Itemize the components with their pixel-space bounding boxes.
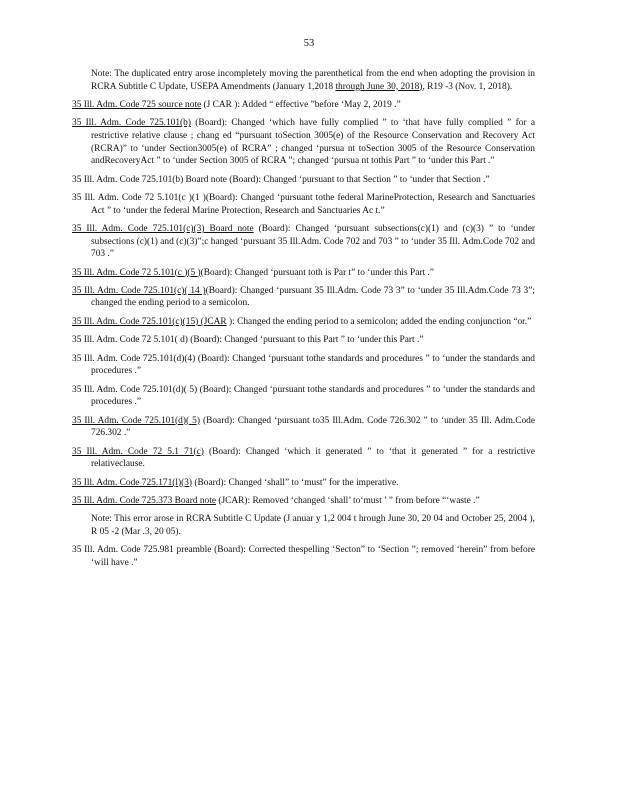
amendment-entry	[72, 223, 535, 261]
entry-text: , R19 -3 (Nov. 1, 2018).	[422, 81, 513, 92]
amendment-entry	[72, 353, 535, 378]
entry-text: Note: This error arose in RCRA Subtitle C Update (J anuar y 1,2 004 t hrough June 30, 20 04 and October 25, 2004 ), R 05 -2 (Mar .3, 20 05).	[91, 514, 535, 537]
amendment-entry	[72, 384, 535, 409]
entry-text: (Board): Changed ‘shall” to ‘must” for the imperative.	[192, 477, 399, 488]
citation-underlined: 35 Ill. Adm. Code 725.101(b)	[72, 118, 191, 129]
body-text	[72, 68, 535, 575]
amendment-entry	[72, 334, 535, 347]
citation-underlined: 35 Ill. Adm. Code 725.101(c)(3) Board note	[72, 223, 254, 234]
entry-text: 35 Ill. Adm. Code 72 5.101( d) (Board): Changed ‘pursuant to this Part ” to ‘under this Part .”	[72, 335, 424, 346]
amendment-entry	[72, 495, 535, 508]
entry-text: Note: The duplicated entry arose incompletely moving the parenthetical from the end when adopting the provision in RCRA Subtitle C Update, USEPA Amendments (January 1,2018	[91, 69, 535, 92]
amendment-entry	[72, 285, 535, 310]
entry-text: (Board): Changed ‘pursuant to35 Ill.Adm. Code 726.302 ” to ‘under 35 Ill. Adm.Code 726.302 .”	[91, 415, 535, 439]
amendment-entry	[72, 477, 535, 490]
citation-underlined: 35 Ill. Adm. Code 725.171(l)(3)	[72, 477, 193, 488]
entry-text: (Board): Changed ‘pursuant 35 Ill.Adm. Code 73 3” to ‘under 35 Ill.Adm.Code 73 3”; changed the ending period to a semicolon.	[91, 285, 535, 309]
amendment-entry	[72, 99, 535, 112]
citation-underlined: 35 Ill. Adm. Code 725.373 Board note	[72, 495, 216, 506]
amendment-entry	[72, 117, 535, 167]
amendment-entry	[72, 267, 535, 280]
amendment-entry	[72, 446, 535, 471]
entry-text: (Board): Changed ‘which it generated ” to ‘that it generated ” for a restrictive relativeclause.	[91, 446, 535, 470]
entry-text: (JCAR): Removed ‘changed ‘shall’ to‘must ’ ” from before “‘waste .”	[216, 495, 480, 506]
entry-text: 35 Ill. Adm. Code 725.101(d)(4) (Board): Changed ‘pursuant tothe standards and procedures ” to ‘under the standards and procedures .”	[72, 353, 535, 377]
citation-underlined: 35 Ill. Adm. Code 72 5.101(c )(5 )	[72, 267, 201, 278]
citation-underlined: through June 30, 2018)	[335, 81, 423, 92]
note-paragraph	[91, 513, 535, 538]
entry-text: 35 Ill. Adm. Code 725.981 preamble (Board): Corrected thespelling ‘Secton” to ‘Section ”; removed ‘herein” from before ‘will have .”	[72, 545, 535, 568]
citation-underlined: 35 Ill. Adm. Code 725.101(d)( 5)	[72, 415, 200, 426]
amendment-entry	[72, 544, 535, 569]
entry-text: (J CAR ): Added “ effective ”before ‘May 2, 2019 .”	[201, 99, 401, 110]
amendment-entry	[72, 174, 535, 187]
amendment-entry	[72, 192, 535, 217]
entry-text: 35 Ill. Adm. Code 725.101(b) Board note (Board): Changed ‘pursuant to that Section ” to ‘under that Section .”	[72, 174, 490, 185]
amendment-entry	[72, 415, 535, 440]
page-number: 53	[303, 38, 315, 49]
citation-underlined: 35 Ill. Adm. Code 725.101(c)( 14 )	[72, 285, 206, 296]
entry-text: (Board): Changed ‘which have fully complied ” to ‘that have fully complied ” for a restrictive relative clause ; chang ed “pursuant toSection 3005(e) of the Resource Conservation and Recovery Act (RCRA)” to ‘under Section3005(e) of RCRA” ; changed ‘pursua nt toSection 3005 of the Resource Conservation andRecoveryAct ” to ‘under Section 3005 of RCRA ”; changed ‘pursua nt tothis Part ” to ‘under this Part .”	[91, 118, 535, 167]
citation-underlined: 35 Ill. Adm. Code 72 5.1 71(c)	[72, 446, 204, 457]
entry-text: 35 Ill. Adm. Code 72 5.101(c )(1 )(Board): Changed ‘pursuant tothe federal MarineProtection, Research and Sanctuaries Act ” to ‘under the federal Marine Protection, Research and Sanctuaries Ac t.”	[72, 192, 535, 216]
citation-underlined: 35 Ill. Adm. Code 725 source note	[72, 99, 202, 110]
citation-underlined: 35 Ill. Adm. Code 725.101(c)(15) (JCAR	[72, 316, 227, 327]
entry-text: 35 Ill. Adm. Code 725.101(d)( 5) (Board): Changed ‘pursuant tothe standards and procedures ” to ‘under the standards and procedures .”	[72, 384, 535, 408]
entry-text: (Board): Changed ‘pursuant toth is Par t” to ‘under this Part .”	[200, 267, 434, 278]
entry-text: (Board): Changed ‘pursuant subsections(c)(1) and (c)(3) ” to ‘under subsections (c)(1) and (c)(3)”;c hanged ‘pursuant 35 Ill.Adm. Code 702 and 703 ” to ‘under 35 Ill. Adm.Code 702 and 703 .”	[91, 223, 535, 260]
entry-text: ): Changed the ending period to a semicolon; added the ending conjunction “or.”	[226, 316, 532, 327]
amendment-entry	[72, 316, 535, 329]
note-paragraph	[91, 68, 535, 93]
